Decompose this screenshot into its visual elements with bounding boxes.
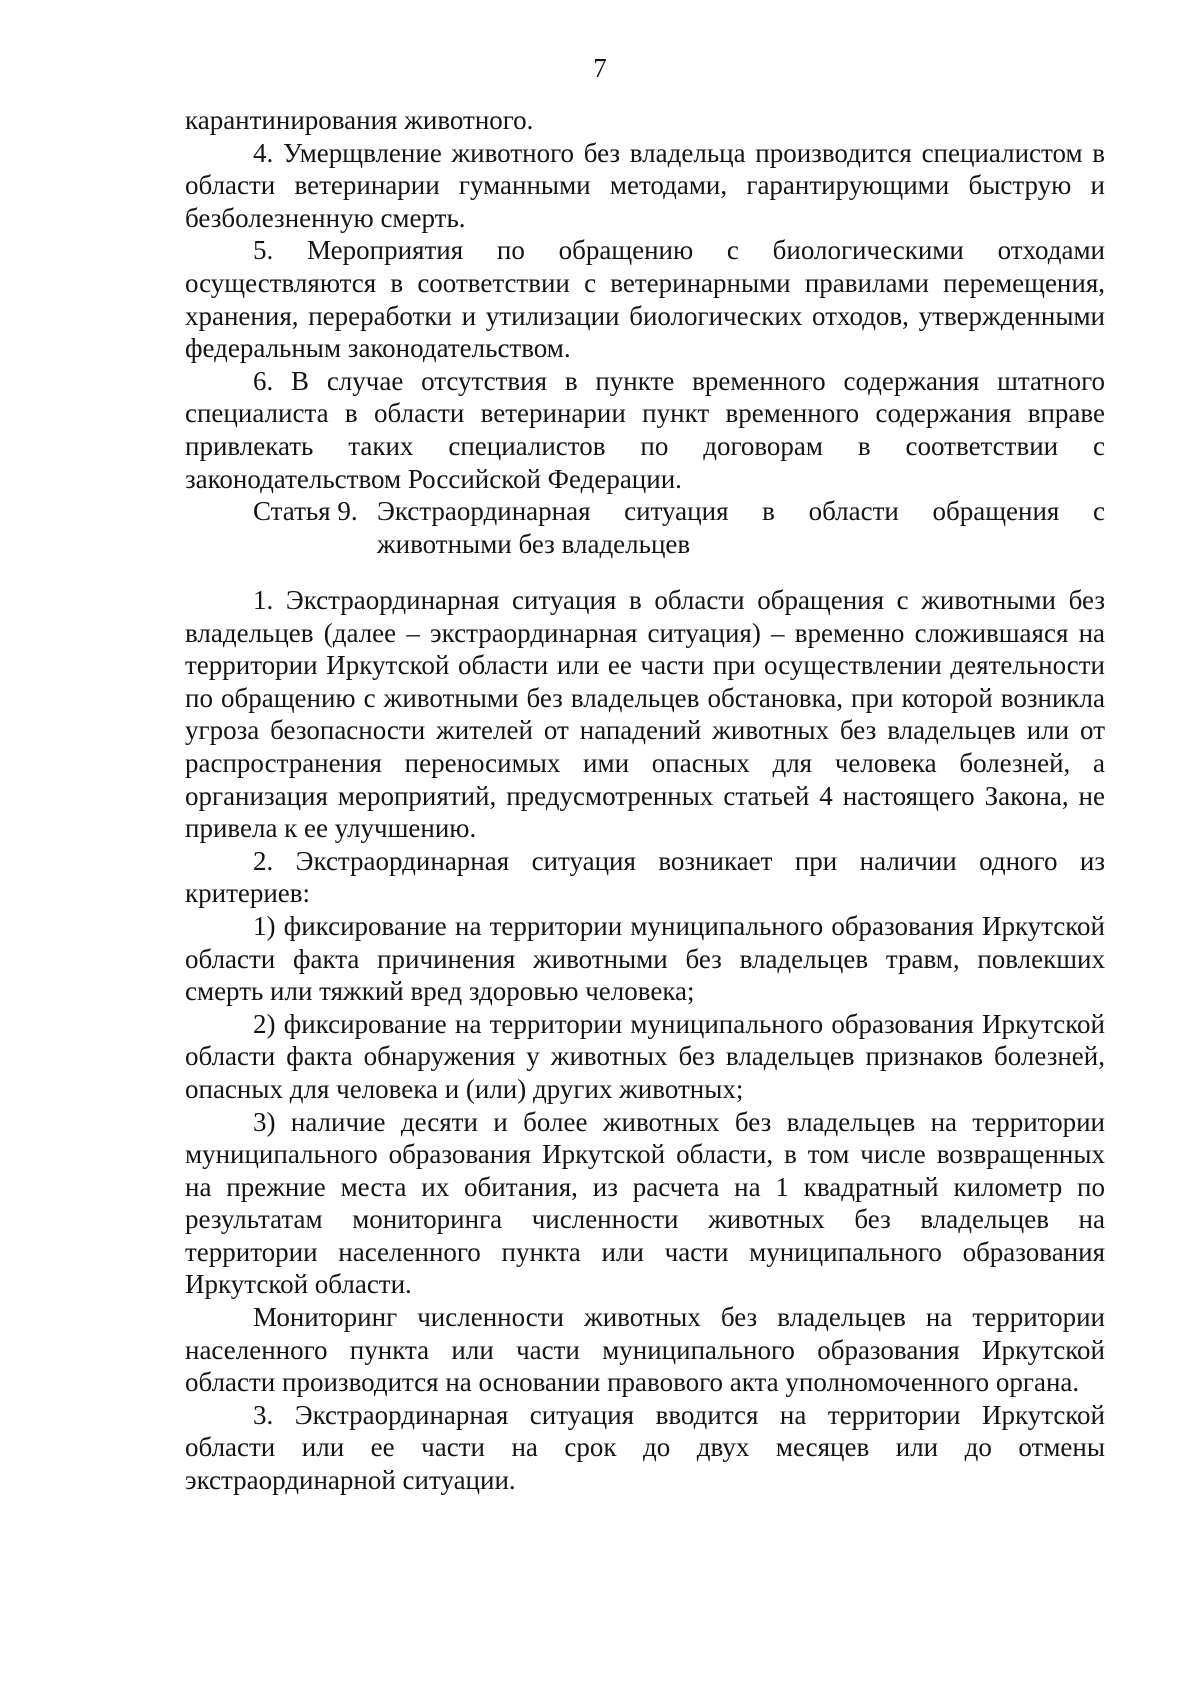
paragraph-art9-item-3: 3. Экстраординарная ситуация вводится на территории Иркутской области или ее части на срок до двух месяцев или до отмены экстраординарной ситуации.: [185, 1399, 1105, 1496]
paragraph-item-6: 6. В случае отсутствия в пункте временного содержания штатного специалиста в области ветеринарии пункт временного содержания вправе привлекать таких специалистов по договорам в соответствии с законодательством Российской Федерации.: [185, 365, 1105, 494]
paragraph-monitoring: Мониторинг численности животных без владельцев на территории населенного пункта или части муниципального образования Иркутской области производится на основании правового акта уполномоченного органа.: [185, 1302, 1105, 1398]
article-number: Статья 9.: [253, 496, 358, 526]
criterion-2: 2) фиксирование на территории муниципального образования Иркутской области факта обнаружения у животных без владельцев признаков болезней, опасных для человека и (или) других животных;: [185, 1008, 1105, 1104]
article-heading: [185, 495, 1105, 560]
criterion-1: 1) фиксирование на территории муниципального образования Иркутской области факта причинения животными без владельцев травм, повлекших смерть или тяжкий вред здоровью человека;: [185, 910, 1105, 1007]
article-title: Экстраординарная ситуация в области обращения с животными без владельцев: [377, 496, 1105, 559]
section-upper: [185, 104, 1105, 495]
paragraph-item-4: 4. Умерщвление животного без владельца производится специалистом в области ветеринарии гуманными методами, гарантирующими быструю и безболезненную смерть.: [185, 137, 1105, 233]
paragraph-art9-item-2: 2. Экстраординарная ситуация возникает при наличии одного из критериев:: [185, 845, 1105, 909]
paragraph-item-5: 5. Мероприятия по обращению с биологическими отходами осуществляются в соответствии с ветеринарными правилами перемещения, хранения, переработки и утилизации биологических отходов, утвержденными федеральным законодательством.: [185, 235, 1105, 364]
paragraph-art9-item-1: 1. Экстраординарная ситуация в области обращения с животными без владельцев (далее – экстраординарная ситуация) – временно сложившаяся на территории Иркутской области или ее части при осуществлении деятельности по обращению с животными без владельцев обстановка, при которой возникла угроза безопасности жителей от нападений животных без владельцев или от распространения переносимых ими опасных для человека болезней, а организация мероприятий, предусмотренных статьей 4 настоящего Закона, не привела к ее улучшению.: [185, 585, 1105, 844]
page-number: 7: [593, 53, 607, 83]
criterion-3: 3) наличие десяти и более животных без владельцев на территории муниципального образования Иркутской области, в том числе возвращенных на прежние места их обитания, из расчета на 1 квадратный километр по результатам мониторинга численности животных без владельцев на территории населенного пункта или части муниципального образования Иркутской области.: [185, 1106, 1105, 1300]
section-article-9: [185, 584, 1105, 1497]
paragraph-continuation: карантинирования животного.: [185, 105, 534, 135]
